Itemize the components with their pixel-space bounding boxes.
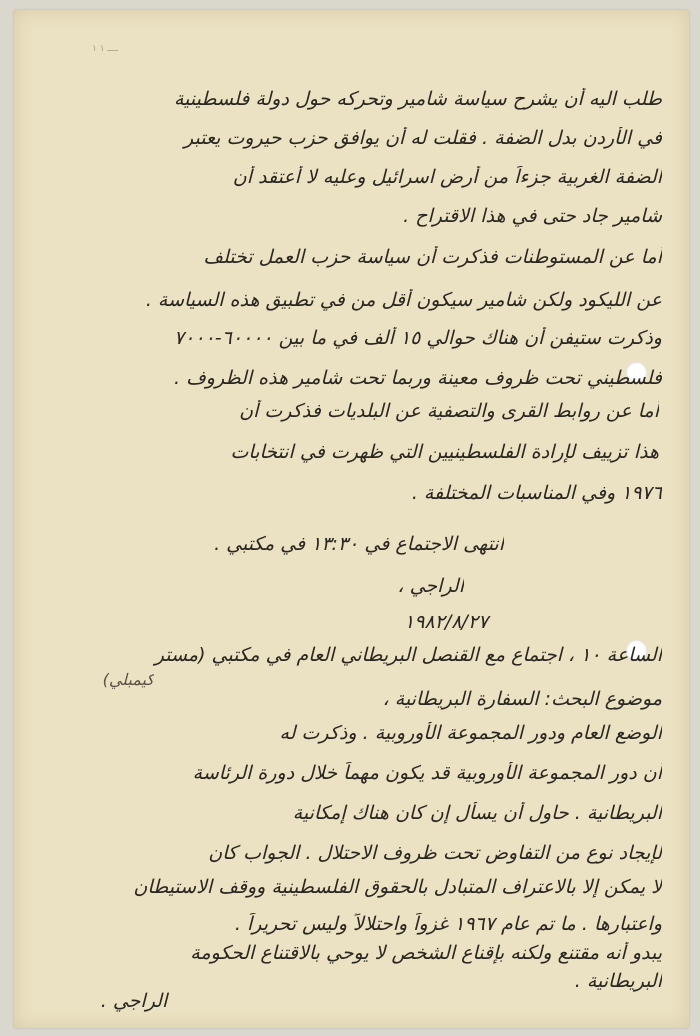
- archive-mark: ــــ ١ ١: [92, 44, 118, 54]
- meeting-line-continued: كيمبلي): [102, 670, 154, 689]
- meeting-end-note: انتهى الاجتماع في ١٣:٣٠ في مكتبي .: [214, 533, 504, 555]
- text-line: أما عن المستوطنات فذكرت أن سياسة حزب العمل تختلف: [203, 246, 662, 268]
- text-line: الوضع العام ودور المجموعة الأوروبية . وذكرت له: [279, 722, 662, 744]
- text-line: الضفة الغربية جزءاً من أرض اسرائيل وعليه لا أعتقد أن: [232, 166, 662, 188]
- subject-line: موضوع البحث: السفارة البريطانية ،: [382, 688, 662, 710]
- text-line: البريطانية . حاول أن يسأل إن كان هناك إمكانية: [292, 802, 662, 824]
- text-line: شامير جاد حتى في هذا الاقتراح .: [403, 205, 662, 227]
- text-line: لإيجاد نوع من التفاوض تحت ظروف الاحتلال . الجواب كان: [208, 842, 662, 864]
- date-line: ١٩٨٢/٨/٢٧: [404, 611, 489, 633]
- text-line: في الأردن بدل الضفة . فقلت له أن يوافق حزب حيروت يعتبر: [184, 127, 662, 149]
- text-line: واعتبارها . ما تم عام ١٩٦٧ غزواً واحتلالاً وليس تحريراً .: [234, 913, 662, 935]
- text-line: البريطانية .: [574, 970, 662, 992]
- signature: الراجي ،: [397, 575, 464, 597]
- text-line: أما عن روابط القرى والتصفية عن البلديات فذكرت أن: [239, 400, 659, 422]
- text-line: طلب اليه أن يشرح سياسة شامير وتحركه حول دولة فلسطينية: [174, 88, 662, 110]
- text-line: أن دور المجموعة الأوروبية قد يكون مهماً خلال دورة الرئاسة: [192, 762, 662, 784]
- document-page: [14, 10, 689, 1028]
- text-line: وذكرت ستيفن أن هناك حوالي ١٥ ألف في ما بين ٦٠٠٠٠-٧٠٠٠: [173, 327, 662, 349]
- text-line: هذا تزييف لإرادة الفلسطينيين التي ظهرت في انتخابات: [230, 441, 659, 463]
- text-line: فلسطيني تحت ظروف معينة وربما تحت شامير هذه الظروف .: [174, 367, 662, 389]
- meeting-line: الساعة ١٠ ، اجتماع مع القنصل البريطاني العام في مكتبي (مستر: [154, 644, 662, 666]
- text-line: لا يمكن إلا بالاعتراف المتبادل بالحقوق الفلسطينية ووقف الاستيطان: [133, 876, 662, 898]
- text-line: يبدو أنه مقتنع ولكنه بإقناع الشخص لا يوحي بالاقتناع الحكومة: [190, 942, 662, 964]
- signature: الراجي .: [100, 990, 168, 1012]
- text-line: ١٩٧٦ وفي المناسبات المختلفة .: [411, 482, 662, 504]
- text-line: عن الليكود ولكن شامير سيكون أقل من في تطبيق هذه السياسة .: [145, 289, 662, 311]
